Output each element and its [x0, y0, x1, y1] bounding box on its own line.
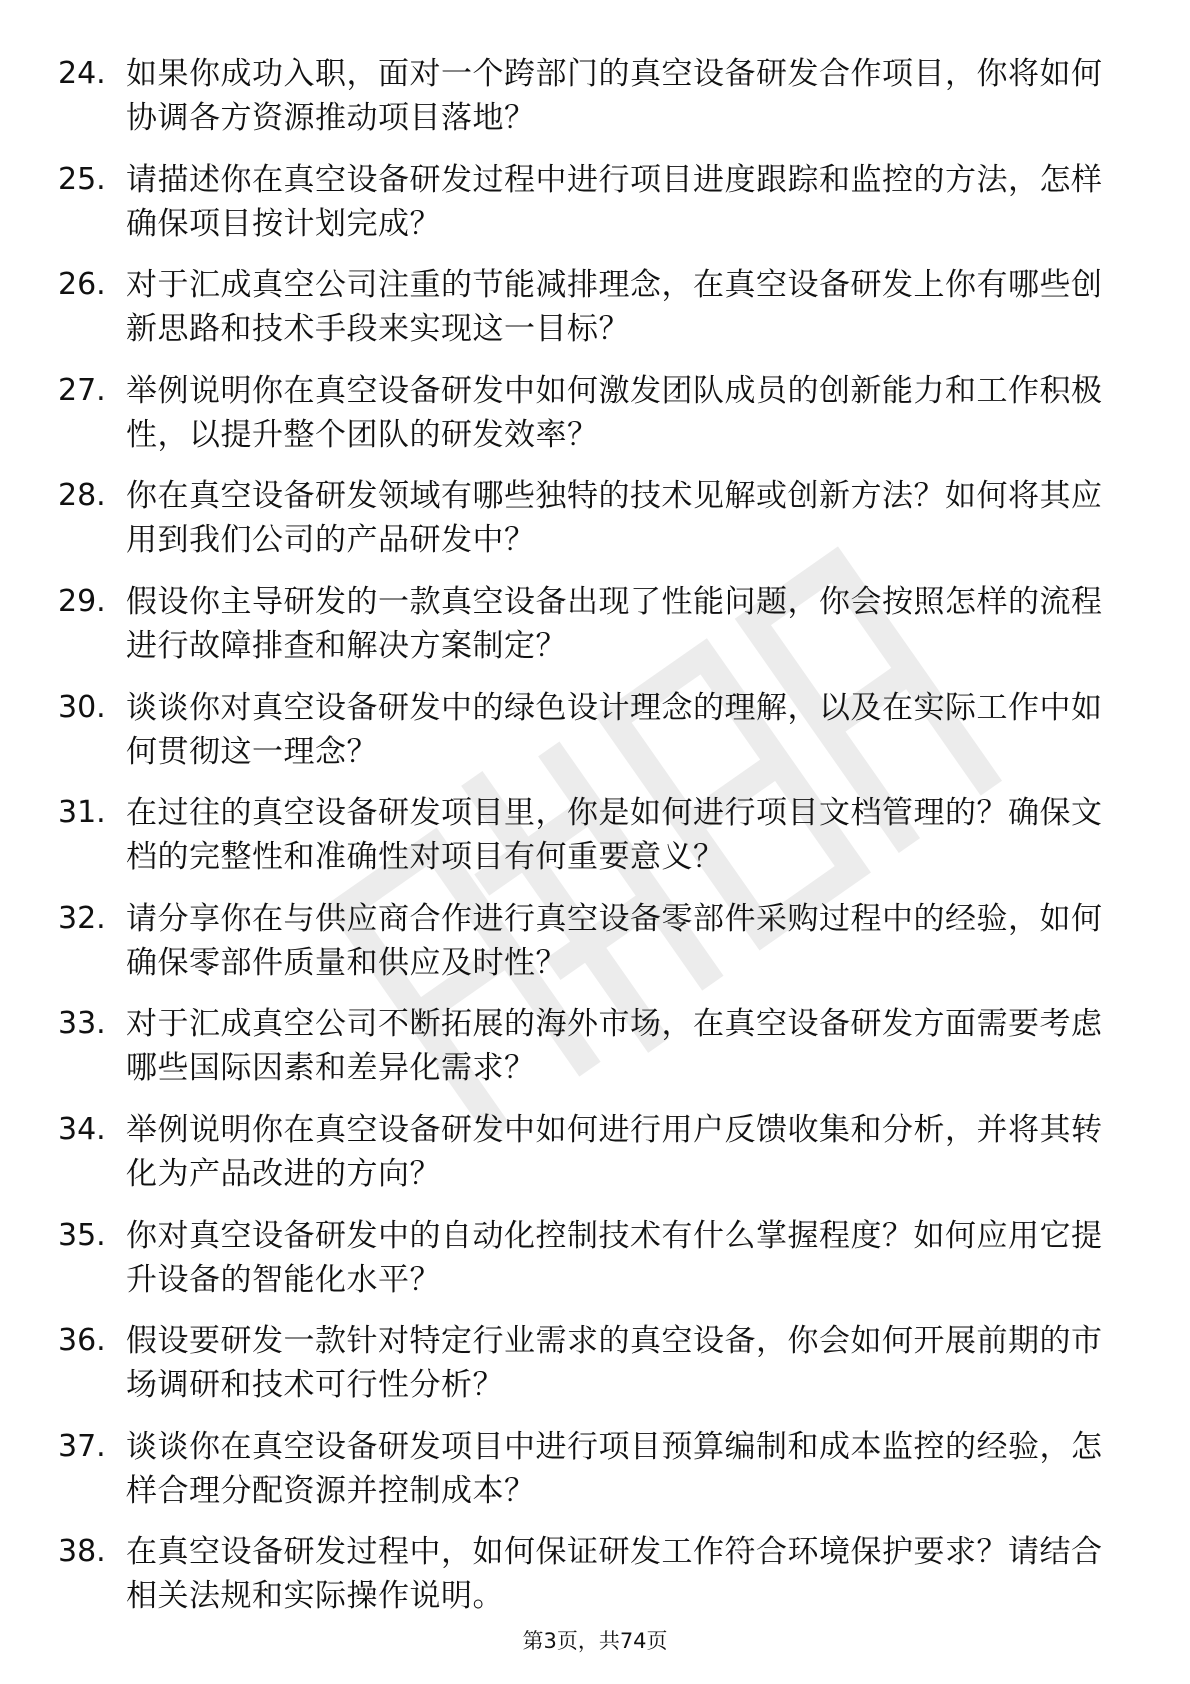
- question-number: 29.: [58, 583, 106, 619]
- question-item: [58, 1319, 1118, 1407]
- question-item: [58, 158, 1118, 246]
- question-item: [58, 1425, 1118, 1513]
- question-text: 在过往的真空设备研发项目里，你是如何进行项目文档管理的？确保文档的完整性和准确性对项目有何重要意义？: [126, 795, 1103, 876]
- question-number: 27.: [58, 372, 106, 408]
- question-number: 26.: [58, 267, 106, 303]
- question-number: 36.: [58, 1323, 106, 1359]
- question-item: [58, 1214, 1118, 1302]
- question-number: 31.: [58, 795, 106, 831]
- question-number: 37.: [58, 1428, 106, 1464]
- question-text: 谈谈你对真空设备研发中的绿色设计理念的理解，以及在实际工作中如何贯彻这一理念？: [126, 689, 1103, 770]
- question-item: [58, 791, 1118, 879]
- question-item: [58, 897, 1118, 985]
- question-text: 请分享你在与供应商合作进行真空设备零部件采购过程中的经验，如何确保零部件质量和供应及时性？: [126, 900, 1103, 981]
- question-text: 请描述你在真空设备研发过程中进行项目进度跟踪和监控的方法，怎样确保项目按计划完成？: [126, 161, 1103, 242]
- question-number: 24.: [58, 56, 106, 91]
- question-text: 举例说明你在真空设备研发中如何激发团队成员的创新能力和工作积极性，以提升整个团队的研发效率？: [126, 372, 1103, 453]
- question-number: 35.: [58, 1217, 106, 1253]
- question-text: 如果你成功入职，面对一个跨部门的真空设备研发合作项目，你将如何协调各方资源推动项目落地？: [126, 56, 1103, 136]
- question-list: [58, 52, 1118, 1636]
- question-item: [58, 1108, 1118, 1196]
- question-item: [58, 1002, 1118, 1090]
- question-number: 28.: [58, 478, 106, 514]
- question-number: 30.: [58, 689, 106, 725]
- question-text: 你在真空设备研发领域有哪些独特的技术见解或创新方法？如何将其应用到我们公司的产品研发中？: [126, 478, 1103, 559]
- question-item: [58, 369, 1118, 457]
- question-number: 33.: [58, 1006, 106, 1042]
- question-number: 38.: [58, 1534, 106, 1570]
- question-text: 在真空设备研发过程中，如何保证研发工作符合环境保护要求？请结合相关法规和实际操作说明。: [126, 1534, 1103, 1615]
- question-item: [58, 52, 1118, 140]
- question-number: 32.: [58, 900, 106, 936]
- question-text: 举例说明你在真空设备研发中如何进行用户反馈收集和分析，并将其转化为产品改进的方向？: [126, 1111, 1103, 1192]
- question-text: 假设你主导研发的一款真空设备出现了性能问题，你会按照怎样的流程进行故障排查和解决方案制定？: [126, 583, 1103, 664]
- question-text: 对于汇成真空公司注重的节能减排理念，在真空设备研发上你有哪些创新思路和技术手段来实现这一目标？: [126, 267, 1103, 348]
- question-item: [58, 1530, 1118, 1618]
- question-item: [58, 686, 1118, 774]
- question-text: 假设要研发一款针对特定行业需求的真空设备，你会如何开展前期的市场调研和技术可行性分析？: [126, 1323, 1103, 1404]
- question-number: 34.: [58, 1111, 106, 1147]
- question-item: [58, 263, 1118, 351]
- question-text: 你对真空设备研发中的自动化控制技术有什么掌握程度？如何应用它提升设备的智能化水平？: [126, 1217, 1103, 1298]
- page-footer: 第3页，共74页: [522, 1629, 668, 1653]
- question-number: 25.: [58, 161, 106, 197]
- question-item: [58, 580, 1118, 668]
- question-item: [58, 474, 1118, 562]
- question-text: 对于汇成真空公司不断拓展的海外市场，在真空设备研发方面需要考虑哪些国际因素和差异化需求？: [126, 1006, 1103, 1087]
- question-text: 谈谈你在真空设备研发项目中进行项目预算编制和成本监控的经验，怎样合理分配资源并控制成本？: [126, 1428, 1103, 1509]
